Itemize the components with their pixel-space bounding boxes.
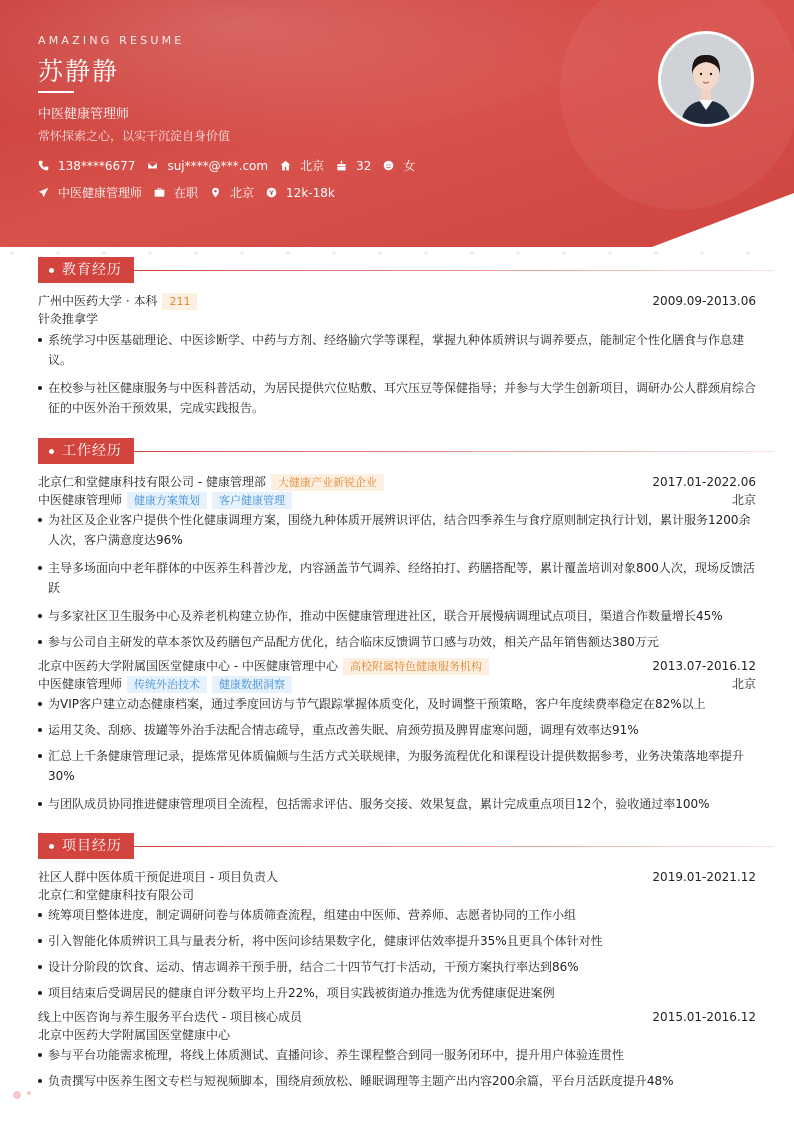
education-heading: 教育经历 — [38, 257, 134, 283]
contact-phone — [38, 159, 135, 173]
work-bullet: 与团队成员协同推进健康管理项目全流程，包括需求评估、服务交接、效果复盘，累计完成重点项目12个，验收通过率100% — [38, 794, 756, 814]
location-icon — [210, 187, 221, 198]
work-role-row — [38, 491, 756, 509]
age-value: 32 — [356, 158, 372, 173]
work-city: 北京 — [731, 493, 756, 507]
gender-icon — [383, 160, 394, 171]
contact-home — [280, 157, 324, 174]
project-entry-header — [38, 868, 756, 886]
job-status: 在职 — [174, 186, 199, 200]
company-tag: 高校附属特色健康服务机构 — [343, 658, 489, 675]
phone-icon — [38, 160, 49, 171]
work-city: 北京 — [731, 677, 756, 691]
salary-icon — [266, 187, 277, 198]
education-major: 针灸推拿学 — [38, 312, 99, 326]
project-date: 2019.01-2021.12 — [652, 870, 756, 884]
project-name: 线上中医咨询与养生服务平台迭代 - 项目核心成员 — [38, 1010, 302, 1024]
work-role: 中医健康管理师 — [38, 493, 123, 507]
work-entry-header — [38, 473, 756, 491]
project-bullet: 项目结束后受调居民的健康自评分数平均上升22%，项目实践被街道办推选为优秀健康促进案例 — [38, 983, 756, 1003]
work-role-row — [38, 675, 756, 693]
intention-city — [210, 184, 254, 201]
project-bullet: 负责撰写中医养生图文专栏与短视频脚本，围绕肩颈放松、睡眠调理等主题产出内容200余篇，平台月活跃度提升48% — [38, 1071, 756, 1091]
candidate-name: 苏静静 — [38, 57, 120, 86]
school-tag: 211 — [162, 293, 197, 310]
work-bullet: 为社区及企业客户提供个性化健康调理方案，围绕九种体质开展辨识评估，结合四季养生与食疗原则制定执行计划，累计服务1200余人次，客户满意度达96% — [38, 510, 756, 550]
work-bullet: 运用艾灸、刮痧、拔罐等外治手法配合情志疏导，重点改善失眠、肩颈劳损及脾胃虚寒问题，调理有效率达91% — [38, 720, 756, 740]
company-name: 北京中医药大学附属国医堂健康中心 - 中医健康管理中心 — [38, 659, 338, 673]
briefcase-icon — [154, 187, 165, 198]
cake-icon — [336, 160, 347, 171]
intention-status — [154, 184, 198, 201]
home-city: 北京 — [300, 159, 325, 173]
work-divider — [134, 451, 774, 452]
intention-row — [38, 184, 347, 201]
work-bullet: 主导多场面向中老年群体的中医养生科普沙龙，内容涵盖节气调养、经络拍打、药膳搭配等，累计覆盖培训对象800人次，现场反馈活跃 — [38, 558, 756, 598]
work-bullet: 为VIP客户建立动态健康档案，通过季度回访与节气跟踪掌握体质变化，及时调整干预策略，客户年度续费率稳定在82%以上 — [38, 694, 756, 714]
contact-email — [147, 159, 268, 173]
contact-age — [336, 159, 371, 173]
education-bullet: 在校参与社区健康服务与中医科普活动，为居民提供穴位贴敷、耳穴压豆等保健指导；并参与大学生创新项目，调研办公人群颈肩综合征的中医外治干预效果，完成实践报告。 — [38, 378, 756, 418]
work-date: 2013.07-2016.12 — [652, 659, 756, 673]
project-entry-header — [38, 1008, 756, 1026]
project-divider — [134, 846, 774, 847]
mail-icon — [147, 160, 158, 171]
skill-tag: 健康数据洞察 — [212, 676, 292, 693]
company-tag: 大健康产业新锐企业 — [271, 474, 384, 491]
gender-value: 女 — [403, 159, 416, 173]
corner-decoration — [0, 1080, 40, 1110]
education-date: 2009.09-2013.06 — [652, 294, 756, 308]
expected-salary: 12k-18k — [286, 185, 335, 200]
project-bullet: 设计分阶段的饮食、运动、情志调养干预手册，结合二十四节气打卡活动，干预方案执行率达到86% — [38, 957, 756, 977]
education-entry-header — [38, 292, 756, 310]
intended-city: 北京 — [230, 186, 255, 200]
intention-position — [38, 184, 142, 201]
project-org: 北京中医药大学附属国医堂健康中心 — [38, 1028, 231, 1042]
work-entry-header — [38, 657, 756, 675]
company-name: 北京仁和堂健康科技有限公司 - 健康管理部 — [38, 475, 266, 489]
brand-label: AMAZING RESUME — [38, 34, 185, 47]
contact-gender — [383, 157, 415, 174]
phone-number: 138****6677 — [58, 158, 136, 173]
project-heading: 项目经历 — [38, 833, 134, 859]
avatar — [658, 31, 754, 127]
work-section-header — [38, 438, 134, 464]
work-bullet: 与多家社区卫生服务中心及养老机构建立协作，推动中医健康管理进社区，联合开展慢病调理试点项目，渠道合作数量增长45% — [38, 606, 756, 626]
job-title: 中医健康管理师 — [38, 107, 130, 122]
contact-row — [38, 157, 427, 174]
skill-tag: 传统外治技术 — [127, 676, 207, 693]
avatar-portrait — [661, 34, 751, 124]
intended-position: 中医健康管理师 — [58, 186, 143, 200]
project-section-header — [38, 833, 134, 859]
project-name: 社区人群中医体质干预促进项目 - 项目负责人 — [38, 870, 278, 884]
project-date: 2015.01-2016.12 — [652, 1010, 756, 1024]
project-bullet: 引入智能化体质辨识工具与量表分析，将中医问诊结果数字化，健康评估效率提升35%且更具个体针对性 — [38, 931, 756, 951]
work-bullet: 参与公司自主研发的草本茶饮及药膳包产品配方优化，结合临床反馈调节口感与功效，相关产品年销售额达380万元 — [38, 632, 756, 652]
resume-header — [0, 0, 794, 247]
work-date: 2017.01-2022.06 — [652, 475, 756, 489]
send-icon — [38, 187, 49, 198]
education-section-header — [38, 257, 134, 283]
email-address: suj****@***.com — [167, 158, 269, 173]
project-bullet: 参与平台功能需求梳理，将线上体质测试、直播问诊、养生课程整合到同一服务闭环中，提升用户体验连贯性 — [38, 1045, 756, 1065]
work-heading: 工作经历 — [38, 438, 134, 464]
home-icon — [280, 160, 291, 171]
work-role: 中医健康管理师 — [38, 677, 123, 691]
skill-tag: 健康方案策划 — [127, 492, 207, 509]
project-bullet: 统筹项目整体进度，制定调研问卷与体质筛查流程，组建由中医师、营养师、志愿者协同的工作小组 — [38, 905, 756, 925]
skill-tag: 客户健康管理 — [212, 492, 292, 509]
intention-salary — [266, 186, 335, 200]
school-name: 广州中医药大学 · 本科 — [38, 294, 158, 308]
project-org: 北京仁和堂健康科技有限公司 — [38, 888, 195, 902]
education-bullet: 系统学习中医基础理论、中医诊断学、中药与方剂、经络腧穴学等课程，掌握九种体质辨识与调养要点，能制定个性化膳食与作息建议。 — [38, 330, 756, 370]
name-underline — [38, 91, 74, 93]
work-bullet: 汇总上千条健康管理记录，提炼常见体质偏颇与生活方式关联规律，为服务流程优化和课程设计提供数据参考，业务决策落地率提升30% — [38, 746, 756, 786]
motto: 常怀探索之心，以实干沉淀自身价值 — [38, 129, 231, 143]
education-divider — [134, 270, 774, 271]
